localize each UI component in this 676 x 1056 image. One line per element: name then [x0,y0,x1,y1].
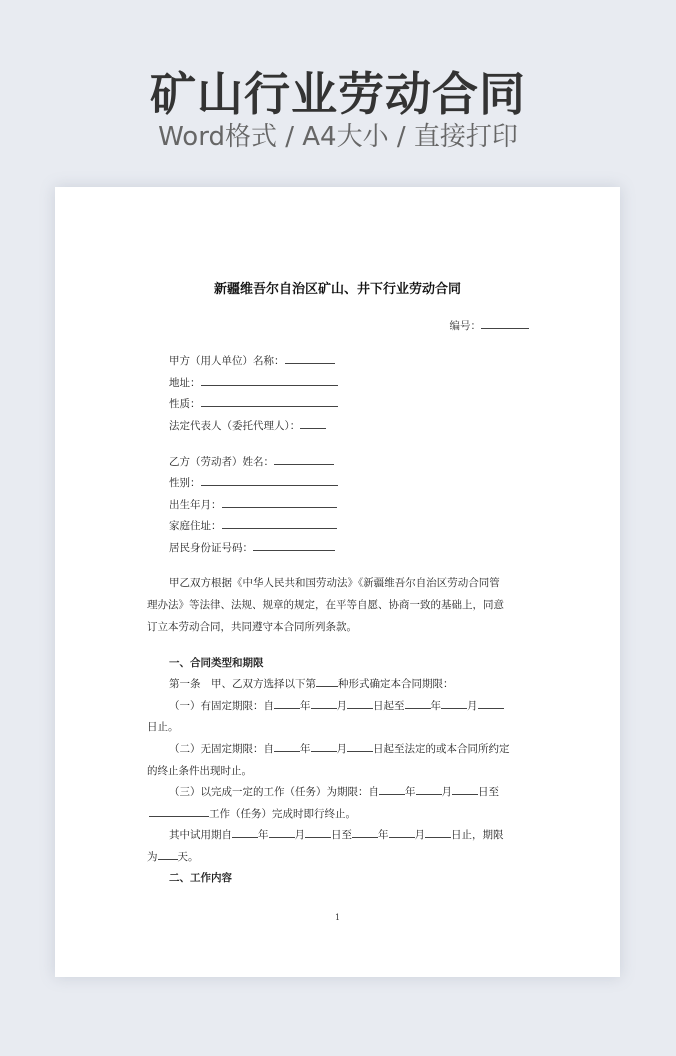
probation-end-year-blank [352,827,378,838]
party-a-rep-blank [300,418,326,429]
fixed-end-year-blank [405,698,431,709]
probation-end-month-label: 月 [414,829,425,841]
party-b-name-label: 乙方（劳动者）姓名： [169,456,274,468]
open-year-blank [274,741,300,752]
probation-start-day-blank [305,827,331,838]
task-month-label: 月 [441,786,452,798]
banner-title: 矿山行业劳动合同 [150,67,526,121]
fixed-end-month-blank [441,698,467,709]
probation-label: 其中试用期自 [169,829,232,841]
party-b-gender-label: 性别： [169,477,201,489]
fixed-end-month-label: 月 [467,700,478,712]
probation-month-label: 月 [294,829,305,841]
probation-days-blank [158,849,178,860]
party-a-rep-label: 法定代表人（委托代理人）： [169,420,301,432]
serial-number-field [450,318,530,333]
serial-label: 编号： [449,320,481,332]
party-a-nature-blank [201,396,338,407]
party-b-id-blank [253,540,335,551]
section-1-heading: 一、合同类型和期限 [169,657,264,669]
party-a-name [169,353,335,368]
task-line2-text: 工作（任务）完成时即行终止。 [209,808,356,820]
open-term-line-1 [169,741,510,756]
party-b-home [169,518,337,533]
fixed-year-label: 年 [300,700,311,712]
party-a-address-blank [201,375,338,386]
open-year-label: 年 [300,743,311,755]
party-b-name-blank [274,454,334,465]
party-b-id-label: 居民身份证号码： [169,542,253,554]
task-to-label: 日至 [478,786,499,798]
open-term-label: （二）无固定期限：自 [169,743,274,755]
party-b-gender-blank [201,475,338,486]
open-month-blank [311,741,337,752]
task-month-blank [416,784,442,795]
page-number: 1 [334,913,341,922]
party-a-address-label: 地址： [169,377,201,389]
probation-start-year-blank [232,827,258,838]
probation-line2-b: 天。 [177,851,199,863]
preamble-line-3: 订立本劳动合同，共同遵守本合同所列条款。 [147,621,357,633]
party-b-gender [169,475,338,490]
document-page [55,187,620,977]
party-b-birth-blank [222,497,337,508]
party-b-birth-label: 出生年月： [169,499,222,511]
fixed-month-label: 月 [336,700,347,712]
task-year-blank [379,784,405,795]
open-day-blank [347,741,373,752]
fixed-end-day-blank [478,698,504,709]
article-1-text-a: 第一条 甲、乙双方选择以下第 [169,678,316,690]
banner-subtitle: Word格式 / A4大小 / 直接打印 [158,122,518,152]
probation-year-label: 年 [258,829,269,841]
probation-to-label: 日至 [331,829,352,841]
party-a-nature-label: 性质： [169,398,201,410]
party-a-nature [169,396,338,411]
probation-line-2 [147,849,199,864]
fixed-end-year-label: 年 [430,700,441,712]
probation-end-day-blank [425,827,451,838]
probation-end-year-label: 年 [378,829,389,841]
open-term-line-2: 的终止条件出现时止。 [147,765,252,777]
probation-start-month-blank [269,827,295,838]
probation-end-month-blank [389,827,415,838]
fixed-term-label: （一）有固定期限：自 [169,700,274,712]
task-term-line-2 [149,806,356,821]
party-b-name [169,454,334,469]
probation-line2-a: 为 [147,851,158,863]
open-rest-text: 日起至法定的或本合同所约定 [373,743,510,755]
article-1-text-b: 种形式确定本合同期限： [338,678,454,690]
party-a-representative [169,418,326,433]
preamble-line-2: 理办法》等法律、法规、规章的规定，在平等自愿、协商一致的基础上，同意 [147,599,504,611]
task-term-line-1 [169,784,499,799]
task-blank [149,806,209,817]
probation-end-text: 日止，期限 [451,829,504,841]
section-2-heading: 二、工作内容 [169,872,232,884]
open-month-label: 月 [336,743,347,755]
fixed-start-to-label: 日起至 [373,700,405,712]
fixed-start-day-blank [347,698,373,709]
task-year-label: 年 [405,786,416,798]
party-a-name-label: 甲方（用人单位）名称： [169,355,285,367]
party-b-id [169,540,335,555]
article-1-blank [316,676,338,687]
party-b-birth [169,497,337,512]
task-term-label: （三）以完成一定的工作（任务）为期限：自 [169,786,379,798]
probation-line-1 [169,827,504,842]
article-1 [169,676,454,691]
party-a-name-blank [285,353,335,364]
document-title: 新疆维吾尔自治区矿山、井下行业劳动合同 [213,282,461,297]
serial-blank [481,318,529,329]
fixed-term-line-2: 日止。 [147,721,179,733]
fixed-start-month-blank [311,698,337,709]
party-b-home-label: 家庭住址： [169,520,222,532]
preamble-line-1: 甲乙双方根据《中华人民共和国劳动法》《新疆维吾尔自治区劳动合同管 [169,577,500,589]
fixed-start-year-blank [274,698,300,709]
party-a-address [169,375,338,390]
party-b-home-blank [222,518,337,529]
fixed-term-line-1 [169,698,504,713]
task-day-blank [452,784,478,795]
